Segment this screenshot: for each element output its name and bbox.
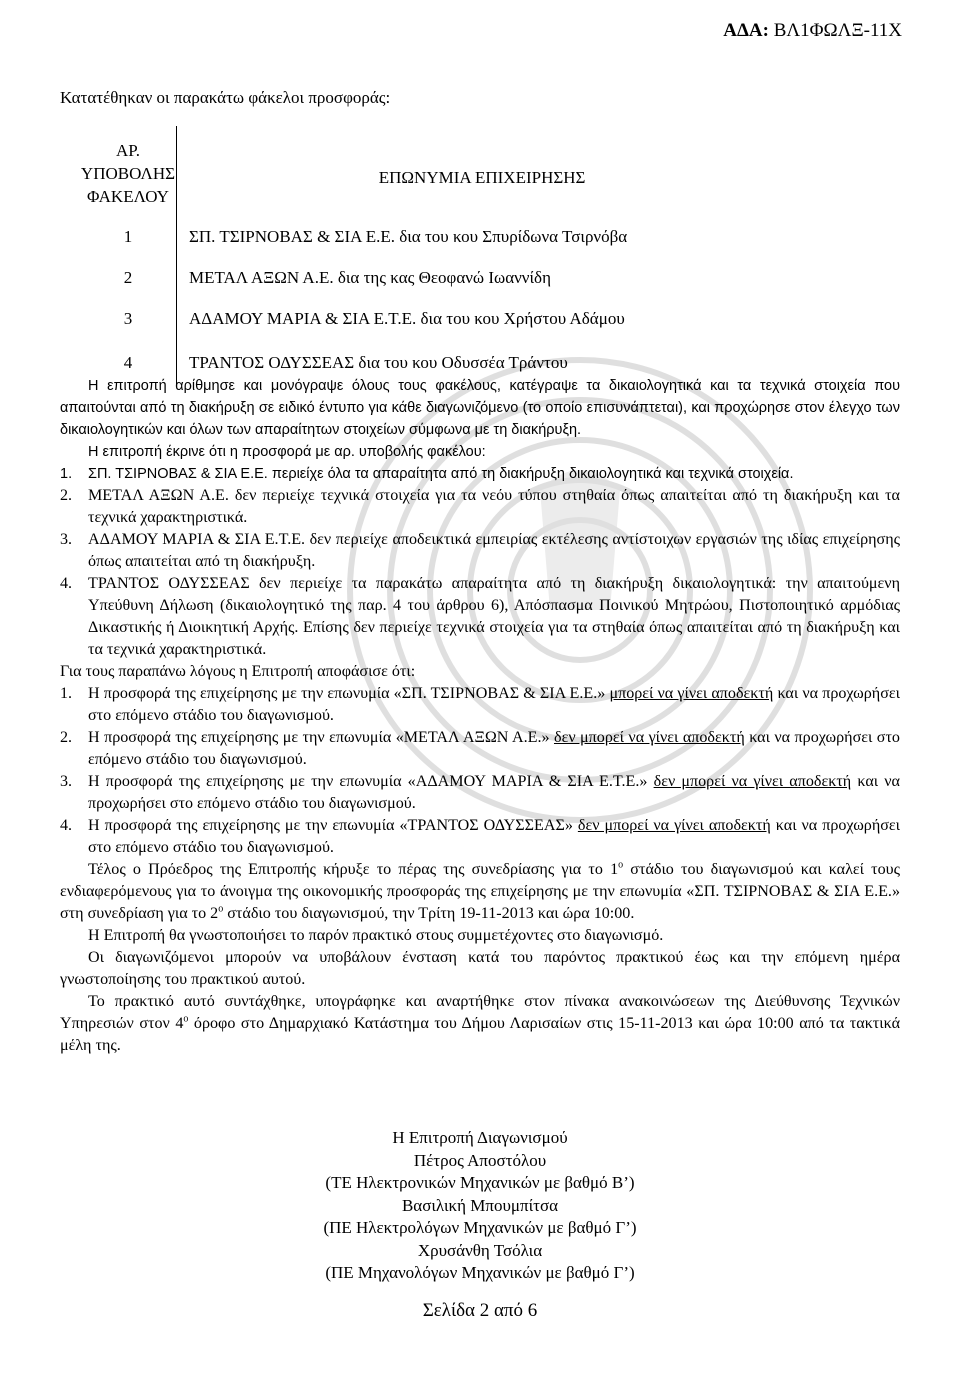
decision-item — [60, 815, 900, 859]
table-row — [80, 257, 627, 298]
decision-number: 4. — [60, 817, 73, 834]
decision-verdict: δεν μπορεί να γίνει αποδεκτή — [653, 773, 852, 790]
finding-item — [60, 573, 900, 661]
ada-code: ΒΛ1ΦΩΛΞ-11Χ — [773, 20, 902, 41]
finding-item — [60, 485, 900, 529]
closing-paragraph-2: Η Επιτροπή θα γνωστοποιήσει το παρόν πρακτικό στους συμμετέχοντες στο διαγωνισμό. — [88, 927, 664, 944]
decision-verdict: δεν μπορεί να γίνει αποδεκτή — [553, 729, 745, 746]
decision-pre: Η προσφορά της επιχείρησης με την επωνυμία «ΜΕΤΑΛ ΑΞΩΝ Α.Ε.» — [88, 729, 554, 746]
decision-post: και να προχωρήσει στο επόμενο στάδιο του διαγωνισμού. — [88, 817, 900, 856]
row-name: ΣΠ. ΤΣΙΡΝΟΒΑΣ & ΣΙΑ Ε.Ε. δια του κου Σπυρίδωνα Τσιρνόβα — [189, 226, 628, 246]
col-num-header — [80, 126, 177, 216]
signature-line: (ΤΕ Ηλεκτρονικών Μηχανικών με βαθμό Β’) — [325, 1173, 635, 1192]
decision-verdict: δεν μπορεί να γίνει αποδεκτή — [577, 817, 771, 834]
signature-block — [0, 1127, 960, 1285]
col-num-line: ΦΑΚΕΛΟΥ — [87, 186, 169, 206]
finding-number: 3. — [60, 531, 73, 548]
signature-line: (ΠΕ Μηχανολόγων Μηχανικών με βαθμό Γ’) — [325, 1263, 635, 1282]
decision-number: 3. — [60, 773, 73, 790]
row-num: 3 — [80, 298, 177, 339]
finding-text: ΤΡΑΝΤΟΣ ΟΔΥΣΣΕΑΣ δεν περιείχε τα παρακάτω απαραίτητα από τη διακήρυξη δικαιολογητικά: την απαιτούμενη Υπεύθυνη Δήλωση (δικαιολογητικό της παρ. 4 του άρθρου 6), Απόσπασμα Ποινικού Μητρώου, Πιστοποιητικό αρμόδιας Δικαστικής ή Διοικητική Αρχής. Επίσης δεν περιείχε τεχνικά στοιχεία για τα στηθαία όπως απαιτείται από τη διακήρυξη και τα τεχνικά χαρακτηριστικά. — [88, 575, 900, 658]
decision-number: 2. — [60, 729, 73, 746]
decision-intro: Για τους παραπάνω λόγους η Επιτροπή αποφάσισε ότι: — [60, 663, 416, 680]
decision-text — [88, 771, 900, 815]
decision-text — [88, 683, 900, 727]
table-row — [80, 216, 627, 257]
decision-item — [60, 771, 900, 815]
row-name: ΑΔΑΜΟΥ ΜΑΡΙΑ & ΣΙΑ Ε.Τ.Ε. δια του κου Χρήστου Αδάμου — [189, 308, 625, 328]
decision-verdict: μπορεί να γίνει αποδεκτή — [609, 685, 774, 702]
decision-pre: Η προσφορά της επιχείρησης με την επωνυμία «ΤΡΑΝΤΟΣ ΟΔΥΣΣΕΑΣ» — [88, 817, 578, 834]
row-num: 4 — [80, 339, 177, 387]
ordinal-sup: ο — [618, 859, 624, 871]
col-name-header: ΕΠΩΝΥΜΙΑ ΕΠΙΧΕΙΡΗΣΗΣ — [378, 168, 586, 187]
decision-text — [88, 815, 900, 859]
signature-line: Βασιλική Μπουμπίτσα — [401, 1195, 559, 1215]
ada-label: ΑΔΑ: — [723, 20, 769, 41]
finding-number: 4. — [60, 575, 73, 592]
decision-post: και να προχωρήσει στο επόμενο στάδιο του διαγωνισμού. — [88, 773, 900, 812]
row-name: ΤΡΑΝΤΟΣ ΟΔΥΣΣΕΑΣ δια του κου Οδυσσέα Τράντου — [189, 353, 568, 372]
col-num-line: ΑΡ. — [115, 140, 141, 160]
closing-text: Το πρακτικό αυτό συντάχθηκε, υπογράφηκε και αναρτήθηκε στον πίνακα ανακοινώσεων της Διεύθυνσης Τεχνικών Υπηρεσιών στον 4 — [60, 993, 900, 1032]
offers-table — [80, 126, 627, 387]
signature-line: Πέτρος Αποστόλου — [413, 1150, 547, 1170]
decision-item — [60, 727, 900, 771]
closing-text: όροφο στο Δημαρχιακό Κατάστημα του Δήμου Λαρισαίων στις 15-11-2013 και ώρα 10:00 από τα τακτικά μέλη της. — [60, 1015, 900, 1054]
finding-item — [60, 529, 900, 573]
closing-paragraph-4 — [60, 991, 900, 1057]
committee-paragraph: Η επιτροπή αρίθμησε και μονόγραψε όλους τους φακέλους, κατέγραψε τα δικαιολογητικά και τα τεχνικά στοιχεία που απαιτούνται από τη διακήρυξη σε ειδικό έντυπο για κάθε διαγωνιζόμενο (το οποίο επισυνάπτεται), και προχώρησε στον έλεγχο των δικαιολογητικών και όλων των απαραίτητων στοιχείων σύμφωνα με τη διακήρυξη. — [60, 378, 900, 438]
finding-text: ΜΕΤΑΛ ΑΞΩΝ Α.Ε. δεν περιείχε τεχνικά στοιχεία για τα νεόυ τύπου στηθαία όπως απαιτείται από τη διακήρυξη και τα τεχνικά χαρακτηριστικά. — [88, 487, 900, 526]
finding-number: 2. — [60, 487, 73, 504]
decision-item — [60, 683, 900, 727]
finding-text: ΑΔΑΜΟΥ ΜΑΡΙΑ & ΣΙΑ Ε.Τ.Ε. δεν περιείχε αποδεικτικά εμπειρίας εκτέλεσης αντίστοιχων εργασιών της ιδίας επιχείρησης όπως απαιτείται από τη διακήρυξη. — [88, 531, 900, 570]
table-row — [80, 298, 627, 339]
judged-intro: Η επιτροπή έκρινε ότι η προσφορά με αρ. υποβολής φακέλου: — [88, 444, 486, 460]
row-num: 2 — [80, 257, 177, 298]
closing-text: Τέλος ο Πρόεδρος της Επιτροπής κήρυξε το πέρας της συνεδρίασης για το 1 — [88, 861, 619, 878]
closing-text: στάδιο του διαγωνισμού, την Τρίτη 19-11-2013 και ώρα 10:00. — [223, 905, 635, 922]
signature-line: (ΠΕ Ηλεκτρολόγων Μηχανικών με βαθμό Γ’) — [323, 1218, 637, 1237]
table-header-row — [80, 126, 627, 216]
decision-post: και να προχωρήσει στο επόμενο στάδιο του διαγωνισμού. — [88, 685, 900, 724]
closing-paragraph-1 — [60, 859, 900, 925]
decision-text — [88, 727, 900, 771]
closing-paragraph-3: Οι διαγωνιζόμενοι μπορούν να υποβάλουν ένσταση κατά του παρόντος πρακτικού έως και την επόμενη ημέρα γνωστοποίησης του πρακτικού αυτού. — [60, 949, 900, 988]
ada-header — [723, 20, 902, 42]
finding-text: ΣΠ. ΤΣΙΡΝΟΒΑΣ & ΣΙΑ Ε.Ε. περιείχε όλα τα απαραίτητα από τη διακήρυξη δικαιολογητικά και τεχνικά στοιχεία. — [88, 466, 794, 482]
page-number: Σελίδα 2 από 6 — [422, 1300, 538, 1321]
signature-line: Χρυσάνθη Τσόλια — [417, 1240, 543, 1260]
decision-number: 1. — [60, 685, 73, 702]
intro-text: Κατατέθηκαν οι παρακάτω φάκελοι προσφοράς: — [60, 88, 391, 107]
finding-item — [60, 463, 900, 485]
ordinal-sup: ο — [183, 1013, 189, 1025]
decision-post: και να προχωρήσει στο επόμενο στάδιο του διαγωνισμού. — [88, 729, 900, 768]
row-name: ΜΕΤΑΛ ΑΞΩΝ Α.Ε. δια της κας Θεοφανώ Ιωαννίδη — [189, 267, 551, 287]
decision-pre: Η προσφορά της επιχείρησης με την επωνυμία «ΑΔΑΜΟΥ ΜΑΡΙΑ & ΣΙΑ Ε.Τ.Ε.» — [88, 773, 654, 790]
decision-pre: Η προσφορά της επιχείρησης με την επωνυμία «ΣΠ. ΤΣΙΡΝΟΒΑΣ & ΣΙΑ Ε.Ε.» — [88, 685, 610, 702]
row-num: 1 — [80, 216, 177, 257]
signature-line: Η Επιτροπή Διαγωνισμού — [392, 1128, 568, 1147]
closing-text: στάδιο του διαγωνισμού και καλεί τους ενδιαφερόμενους για το άνοιγμα της οικονομικής προσφοράς της επιχείρησης με την επωνυμία «ΣΠ. ΤΣΙΡΝΟΒΑΣ & ΣΙΑ Ε.Ε.» στη συνεδρίαση για το 2 — [60, 861, 901, 922]
ordinal-sup: ο — [218, 903, 224, 915]
document-body — [60, 375, 900, 1057]
finding-number: 1. — [60, 466, 73, 482]
col-num-line: ΥΠΟΒΟΛΗΣ — [80, 163, 176, 183]
